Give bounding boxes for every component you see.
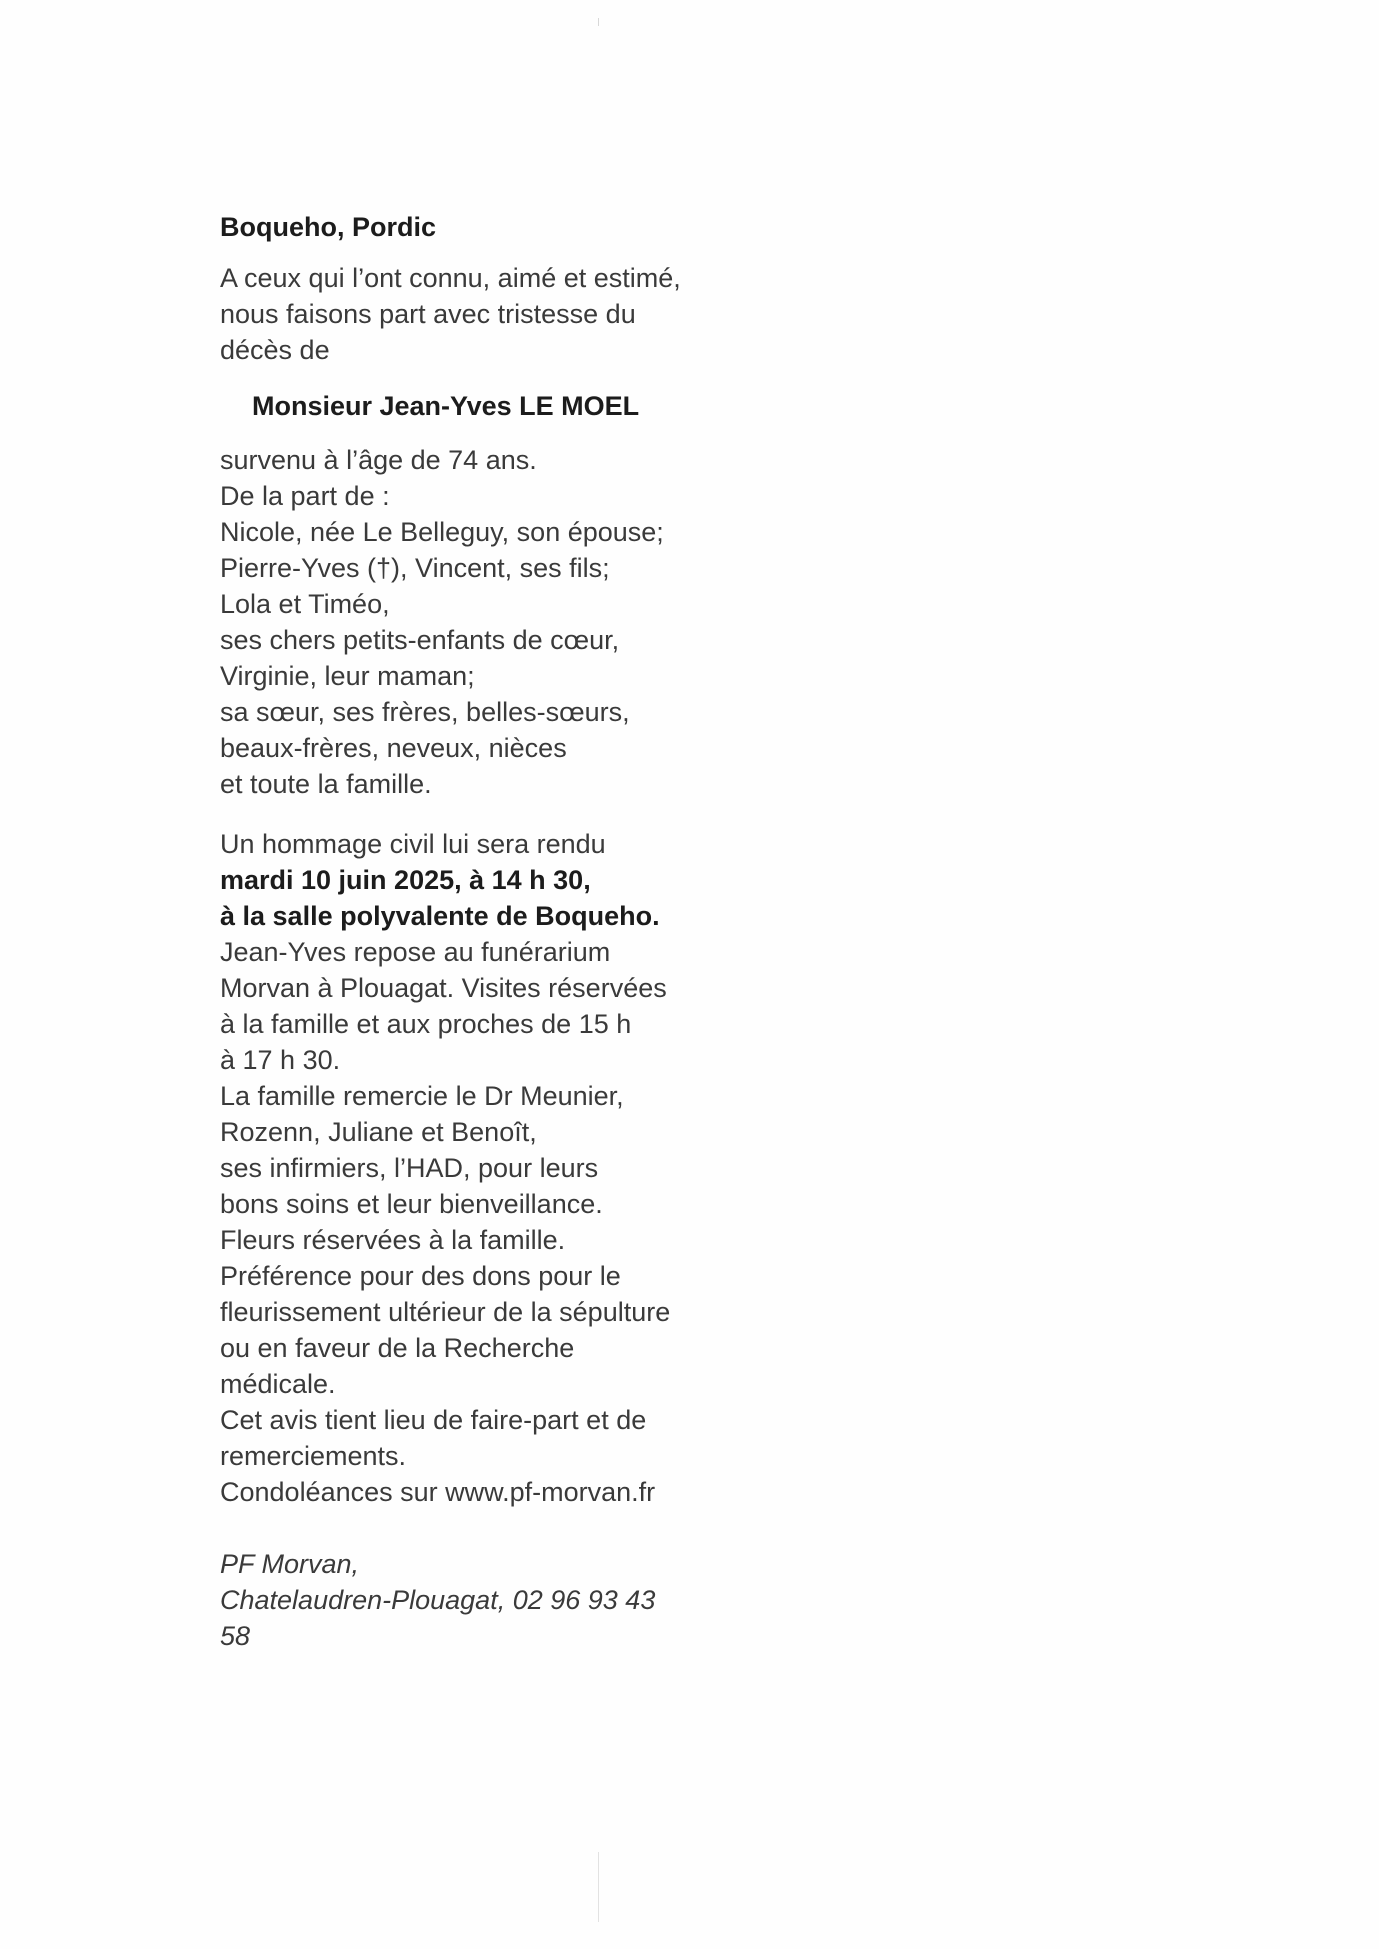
obituary-notice [220, 208, 780, 1654]
condolences-line: Condoléances sur www.pf-morvan.fr [220, 1477, 656, 1507]
detail-line: ses infirmiers, l’HAD, pour leurs [220, 1153, 599, 1183]
funeral-home-line: PF Morvan, [220, 1549, 360, 1579]
service-intro: Un hommage civil lui sera rendu [220, 829, 606, 859]
intro-line: A ceux qui l’ont connu, aimé et estimé, [220, 263, 681, 293]
detail-line: Morvan à Plouagat. Visites réservées [220, 973, 667, 1003]
intro-line: décès de [220, 335, 330, 365]
detail-line: Rozenn, Juliane et Benoît, [220, 1117, 537, 1147]
detail-line: à la famille et aux proches de 15 h [220, 1009, 632, 1039]
family-list [220, 442, 780, 802]
detail-line: bons soins et leur bienveillance. [220, 1189, 603, 1219]
detail-line: La famille remercie le Dr Meunier, [220, 1081, 624, 1111]
detail-line: Préférence pour des dons pour le [220, 1261, 621, 1291]
detail-line: à 17 h 30. [220, 1045, 341, 1075]
funeral-home-line: Chatelaudren-Plouagat, 02 96 93 43 [220, 1585, 656, 1615]
detail-line: médicale. [220, 1369, 336, 1399]
funeral-home-line: 58 [220, 1621, 251, 1651]
detail-line: Fleurs réservées à la famille. [220, 1225, 566, 1255]
scan-fold-mark [598, 1852, 599, 1922]
family-line: survenu à l’âge de 74 ans. [220, 445, 537, 475]
family-line: ses chers petits-enfants de cœur, [220, 625, 620, 655]
detail-line: Cet avis tient lieu de faire-part et de [220, 1405, 647, 1435]
detail-line: remerciements. [220, 1441, 407, 1471]
family-line: Lola et Timéo, [220, 589, 390, 619]
deceased-name: Monsieur Jean-Yves LE MOEL [252, 391, 640, 421]
funeral-home-signature [220, 1546, 780, 1654]
family-line: sa sœur, ses frères, belles-sœurs, [220, 697, 630, 727]
service-details [220, 826, 780, 1510]
notice-heading: Boqueho, Pordic [220, 212, 436, 242]
family-line: De la part de : [220, 481, 390, 511]
family-line: beaux-frères, neveux, nièces [220, 733, 567, 763]
detail-line: fleurissement ultérieur de la sépulture [220, 1297, 671, 1327]
family-line: Pierre-Yves (†), Vincent, ses fils; [220, 553, 610, 583]
scan-tick-mark [598, 18, 599, 26]
family-line: Nicole, née Le Belleguy, son épouse; [220, 517, 664, 547]
detail-line: ou en faveur de la Recherche [220, 1333, 575, 1363]
notice-intro [220, 260, 780, 368]
intro-line: nous faisons part avec tristesse du [220, 299, 636, 329]
service-place: à la salle polyvalente de Boqueho. [220, 901, 660, 931]
family-line: et toute la famille. [220, 769, 432, 799]
detail-line: Jean-Yves repose au funérarium [220, 937, 611, 967]
service-date: mardi 10 juin 2025, à 14 h 30, [220, 865, 591, 895]
family-line: Virginie, leur maman; [220, 661, 475, 691]
